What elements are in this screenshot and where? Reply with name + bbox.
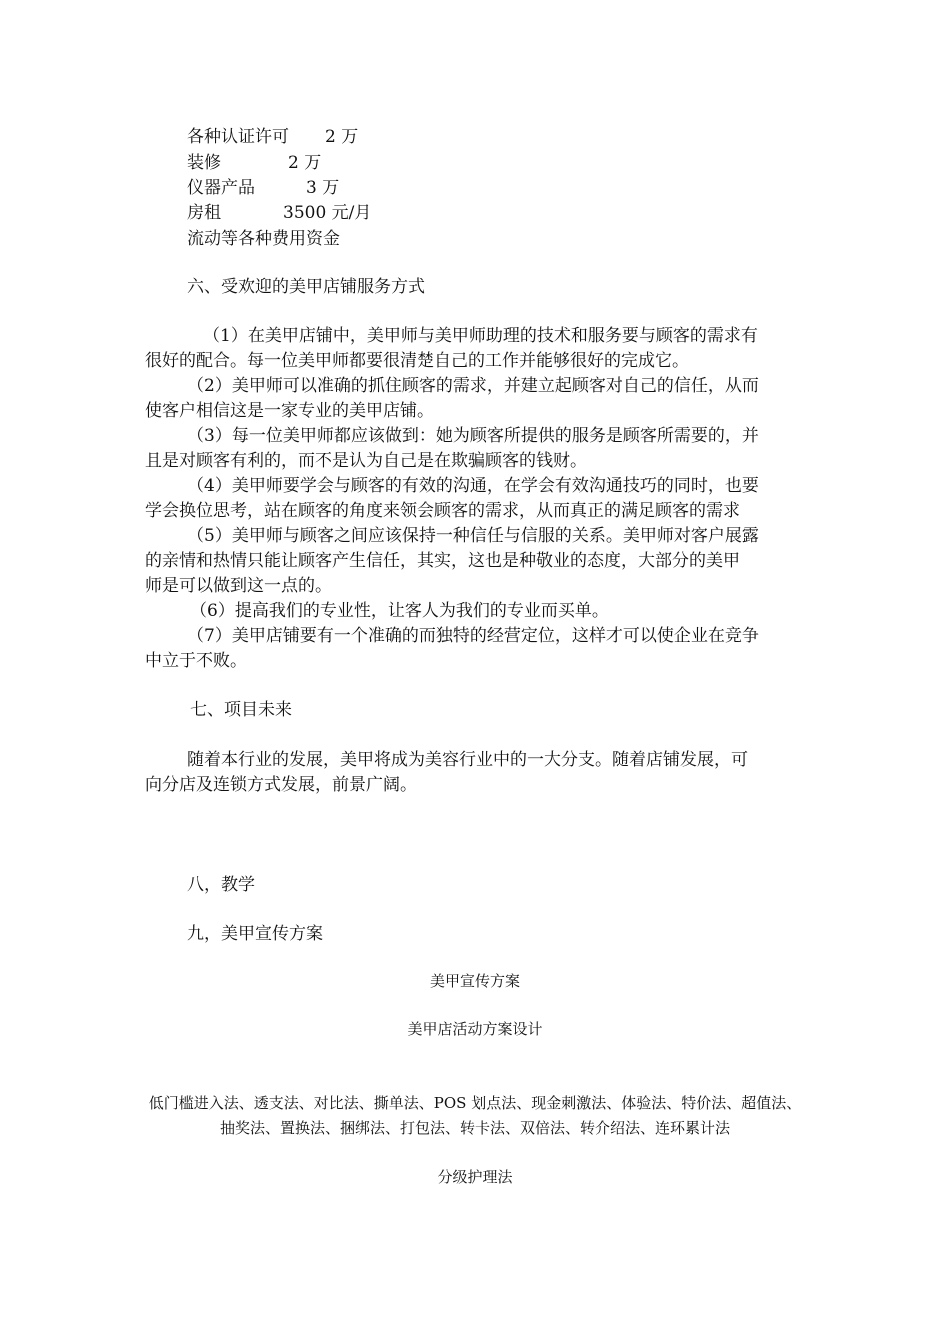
fee-item: 装修 [187, 153, 221, 173]
fee-row [187, 200, 372, 226]
paragraph-line: 且是对顾客有利的，而不是认为自己是在欺骗顾客的钱财。 [145, 451, 587, 471]
fee-row [187, 150, 322, 176]
paragraph-line: 学会换位思考，站在顾客的角度来领会顾客的需求，从而真正的满足顾客的需求 [145, 501, 740, 521]
fee-item: 各种认证许可 [187, 127, 289, 147]
promo-methods-line: 低门槛进入法、透支法、对比法、撕单法、POS 划点法、现金刺激法、体验法、特价法、超值法、 [148, 1094, 802, 1112]
paragraph-line: 师是可以做到这一点的。 [145, 576, 332, 596]
section-heading: 六、受欢迎的美甲店铺服务方式 [187, 277, 425, 297]
paragraph-line: （1）在美甲店铺中，美甲师与美甲师助理的技术和服务要与顾客的需求有 [203, 326, 758, 346]
fee-amount: 2 万 [288, 153, 322, 173]
paragraph-line: 很好的配合。每一位美甲师都要很清楚自己的工作并能够很好的完成它。 [145, 351, 689, 371]
paragraph-line: 向分店及连锁方式发展，前景广阔。 [145, 775, 417, 795]
fee-row [187, 175, 340, 201]
section-heading: 八，教学 [187, 875, 255, 895]
paragraph-line: （6）提高我们的专业性，让客人为我们的专业而买单。 [190, 601, 609, 621]
paragraph-line: （7）美甲店铺要有一个准确的而独特的经营定位，这样才可以使企业在竞争 [187, 626, 759, 646]
paragraph-line: （3）每一位美甲师都应该做到：她为顾客所提供的服务是顾客所需要的，并 [187, 426, 759, 446]
promo-last: 分级护理法 [437, 1168, 513, 1186]
fee-item: 流动等各种费用资金 [187, 229, 340, 249]
fee-item: 仪器产品 [187, 178, 255, 198]
fee-amount: 3500 元/月 [283, 203, 372, 223]
promo-subtitle: 美甲店活动方案设计 [407, 1020, 543, 1038]
paragraph-line: （4）美甲师要学会与顾客的有效的沟通，在学会有效沟通技巧的同时，也要 [187, 476, 759, 496]
fee-item: 房租 [187, 203, 221, 223]
paragraph-line: 中立于不败。 [145, 651, 247, 671]
promo-title: 美甲宣传方案 [429, 972, 520, 990]
paragraph-line: 的亲情和热情只能让顾客产生信任，其实，这也是种敬业的态度，大部分的美甲 [145, 551, 740, 571]
paragraph-line: 使客户相信这是一家专业的美甲店铺。 [145, 401, 434, 421]
fee-amount: 2 万 [325, 127, 359, 147]
paragraph-line: （5）美甲师与顾客之间应该保持一种信任与信服的关系。美甲师对客户展露 [187, 526, 759, 546]
fee-row [187, 124, 359, 150]
section-heading: 九，美甲宣传方案 [187, 924, 323, 944]
fee-amount: 3 万 [306, 178, 340, 198]
paragraph-line: 随着本行业的发展，美甲将成为美容行业中的一大分支。随着店铺发展，可 [187, 750, 748, 770]
paragraph-line: （2）美甲师可以准确的抓住顾客的需求，并建立起顾客对自己的信任，从而 [187, 376, 759, 396]
section-heading: 七、项目未来 [190, 700, 292, 720]
promo-methods-line: 抽奖法、置换法、捆绑法、打包法、转卡法、双倍法、转介绍法、连环累计法 [219, 1119, 730, 1137]
fee-row [187, 226, 340, 252]
